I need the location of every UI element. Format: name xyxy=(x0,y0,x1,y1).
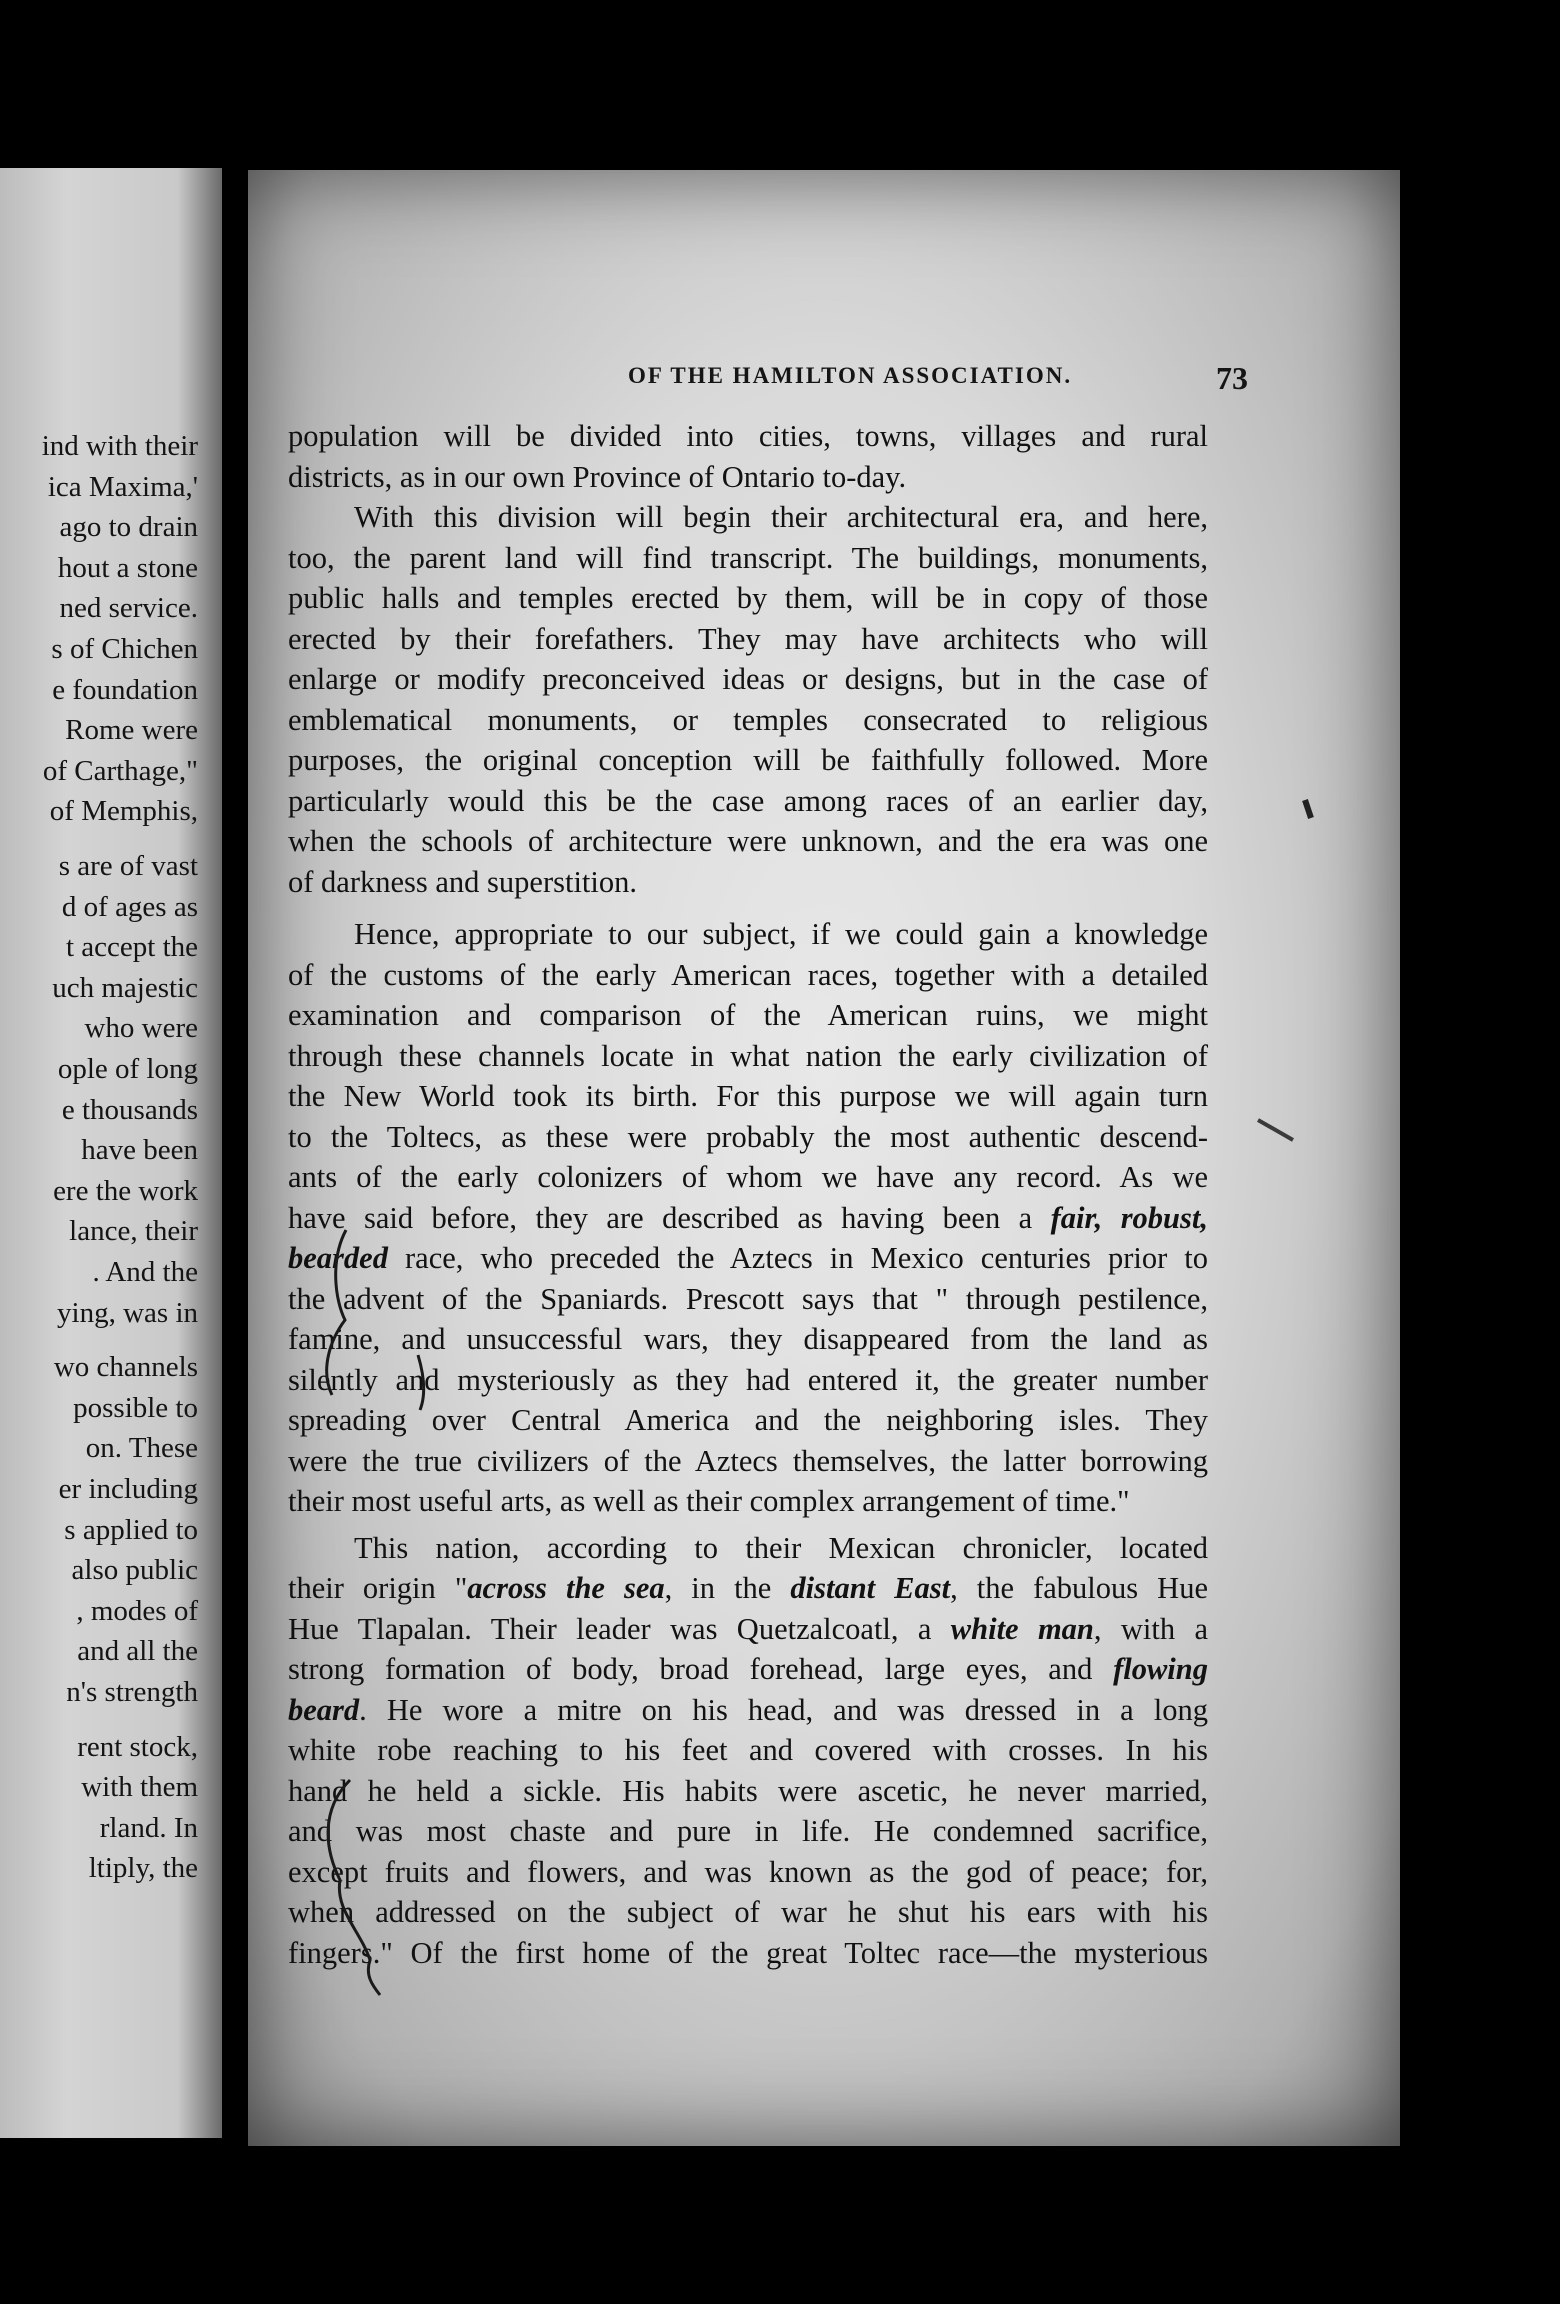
text-line: With this division will begin their architectural era, and here, xyxy=(354,500,1208,534)
text-line: population will be divided into cities, towns, villages and rural xyxy=(288,419,1208,453)
text-line: the New World took its birth. For this purpose we will again turn xyxy=(288,1079,1208,1113)
text-line: emblematical monuments, or temples consecrated to religious xyxy=(288,702,1208,737)
left-page-line: e thousands xyxy=(61,1093,198,1126)
text-segment: have said before, they are described as having been a xyxy=(288,1200,1033,1235)
left-page-fragment xyxy=(0,168,222,2138)
text-line: hand he held a sickle. His habits were ascetic, he never married, xyxy=(288,1773,1208,1808)
text-line: Hence, appropriate to our subject, if we could gain a knowledge xyxy=(354,917,1208,951)
text-segment: , with a xyxy=(1093,1611,1208,1646)
text-line: enlarge or modify preconceived ideas or designs, but in the case of xyxy=(288,662,1208,696)
text-line: This nation, according to their Mexican chronicler, located xyxy=(354,1530,1208,1565)
left-page-line: hout a stone xyxy=(57,551,198,584)
left-page-line: lance, their xyxy=(69,1215,198,1248)
italic-phrase: bearded xyxy=(288,1241,388,1275)
left-page-line: t accept the xyxy=(65,931,198,964)
text-line xyxy=(288,1609,1208,1650)
text-segment: Hue Tlapalan. Their leader was Quetzalcoatl, a xyxy=(288,1611,932,1646)
left-page-line: also public xyxy=(71,1554,198,1587)
text-line: of darkness and superstition. xyxy=(288,864,637,899)
text-line: silently and mysteriously as they had entered it, the greater number xyxy=(288,1362,1208,1397)
left-page-line: s of Chichen xyxy=(51,633,198,665)
left-page-line: s applied to xyxy=(64,1513,198,1546)
text-line: white robe reaching to his feet and covered with crosses. In his xyxy=(288,1733,1208,1767)
italic-phrase: across the sea xyxy=(467,1571,665,1605)
text-line: through these channels locate in what nation the early civilization of xyxy=(288,1038,1208,1073)
left-page-line: ind with their xyxy=(41,430,198,462)
left-page-line: with them xyxy=(81,1771,198,1804)
text-line xyxy=(288,1690,1208,1731)
left-page-line: possible to xyxy=(73,1391,198,1424)
text-segment: , in the xyxy=(664,1571,772,1605)
text-segment: , the fabulous Hue xyxy=(950,1571,1208,1605)
text-line: to the Toltecs, as these were probably the most authentic descend- xyxy=(288,1119,1208,1154)
text-line: when the schools of architecture were unknown, and the era was one xyxy=(288,824,1208,858)
text-line: the advent of the Spaniards. Prescott says that " through pestilence, xyxy=(288,1281,1208,1316)
left-page-line: n's strength xyxy=(66,1676,198,1708)
left-page-line: who were xyxy=(84,1012,198,1045)
text-line: districts, as in our own Province of Ontario to-day. xyxy=(288,459,907,494)
italic-phrase: white man xyxy=(950,1611,1094,1646)
text-line xyxy=(288,1238,1208,1279)
left-page-line: ying, was in xyxy=(57,1296,198,1329)
left-page-line: ica Maxima,' xyxy=(47,470,198,503)
italic-phrase: beard xyxy=(288,1692,360,1727)
text-line: and was most chaste and pure in life. He condemned sacrifice, xyxy=(288,1814,1208,1848)
text-line: ants of the early colonizers of whom we have any record. As we xyxy=(288,1160,1208,1194)
text-line: public halls and temples erected by them, will be in copy of those xyxy=(288,581,1208,615)
left-page-line: of Memphis, xyxy=(49,795,198,828)
left-page-line: ago to drain xyxy=(59,511,198,544)
text-line: erected by their forefathers. They may have architects who will xyxy=(288,621,1208,656)
text-line: fingers." Of the first home of the great Toltec race—the mysterious xyxy=(288,1935,1208,1970)
left-page-line: Rome were xyxy=(65,714,198,747)
text-line: of the customs of the early American races, together with a detailed xyxy=(288,957,1208,992)
running-head: OF THE HAMILTON ASSOCIATION. xyxy=(627,363,1073,388)
left-page-line: er including xyxy=(58,1473,198,1505)
left-page-line: rland. In xyxy=(99,1811,198,1844)
text-line: famine, and unsuccessful wars, they disappeared from the land as xyxy=(288,1322,1208,1356)
body-text xyxy=(288,416,1208,1973)
left-page-line: , modes of xyxy=(76,1594,198,1627)
left-page-line: ned service. xyxy=(59,592,198,625)
left-page-line: ltiply, the xyxy=(88,1852,198,1885)
left-page-line: uch majestic xyxy=(52,971,198,1004)
left-page-line: ere the work xyxy=(53,1174,198,1207)
page-number: 73 xyxy=(1216,360,1248,396)
text-segment: . He wore a mitre on his head, and was dressed in a long xyxy=(359,1692,1208,1727)
left-page-line: . And the xyxy=(92,1256,198,1288)
left-page-line: have been xyxy=(81,1134,198,1167)
left-page-line: of Carthage," xyxy=(42,754,198,787)
text-line: examination and comparison of the American ruins, we might xyxy=(288,998,1208,1032)
text-line xyxy=(288,1198,1208,1239)
text-segment: their origin " xyxy=(288,1571,468,1605)
left-page-line: e foundation xyxy=(52,673,198,706)
left-page-line: ople of long xyxy=(57,1053,198,1085)
text-line: too, the parent land will find transcript. The buildings, monuments, xyxy=(288,540,1208,575)
text-line: spreading over Central America and the neighboring isles. They xyxy=(288,1403,1208,1437)
italic-phrase: fair, robust, xyxy=(1050,1200,1208,1235)
left-page-line: d of ages as xyxy=(61,890,198,923)
text-segment: strong formation of body, broad forehead, large eyes, and xyxy=(288,1652,1093,1686)
italic-phrase: distant East xyxy=(790,1571,951,1605)
text-line: except fruits and flowers, and was known as the god of peace; for, xyxy=(288,1854,1208,1889)
left-page-line: wo channels xyxy=(53,1351,198,1384)
text-segment: race, who preceded the Aztecs in Mexico centuries prior to xyxy=(405,1241,1209,1275)
text-line: were the true civilizers of the Aztecs themselves, the latter borrowing xyxy=(288,1443,1208,1478)
italic-phrase: flowing xyxy=(1113,1652,1208,1686)
left-page-line: and all the xyxy=(77,1635,198,1668)
left-page-line: on. These xyxy=(85,1432,198,1465)
text-line: particularly would this be the case among races of an earlier day, xyxy=(288,783,1208,818)
left-page-line: rent stock, xyxy=(77,1730,198,1763)
left-page-line: s are of vast xyxy=(58,850,198,882)
text-line: their most useful arts, as well as their complex arrangement of time." xyxy=(288,1484,1130,1518)
text-line xyxy=(288,1649,1208,1690)
text-line: purposes, the original conception will be faithfully followed. More xyxy=(288,743,1208,777)
book-page xyxy=(248,170,1400,2146)
text-line: when addressed on the subject of war he shut his ears with his xyxy=(288,1895,1208,1929)
text-line xyxy=(288,1568,1208,1609)
